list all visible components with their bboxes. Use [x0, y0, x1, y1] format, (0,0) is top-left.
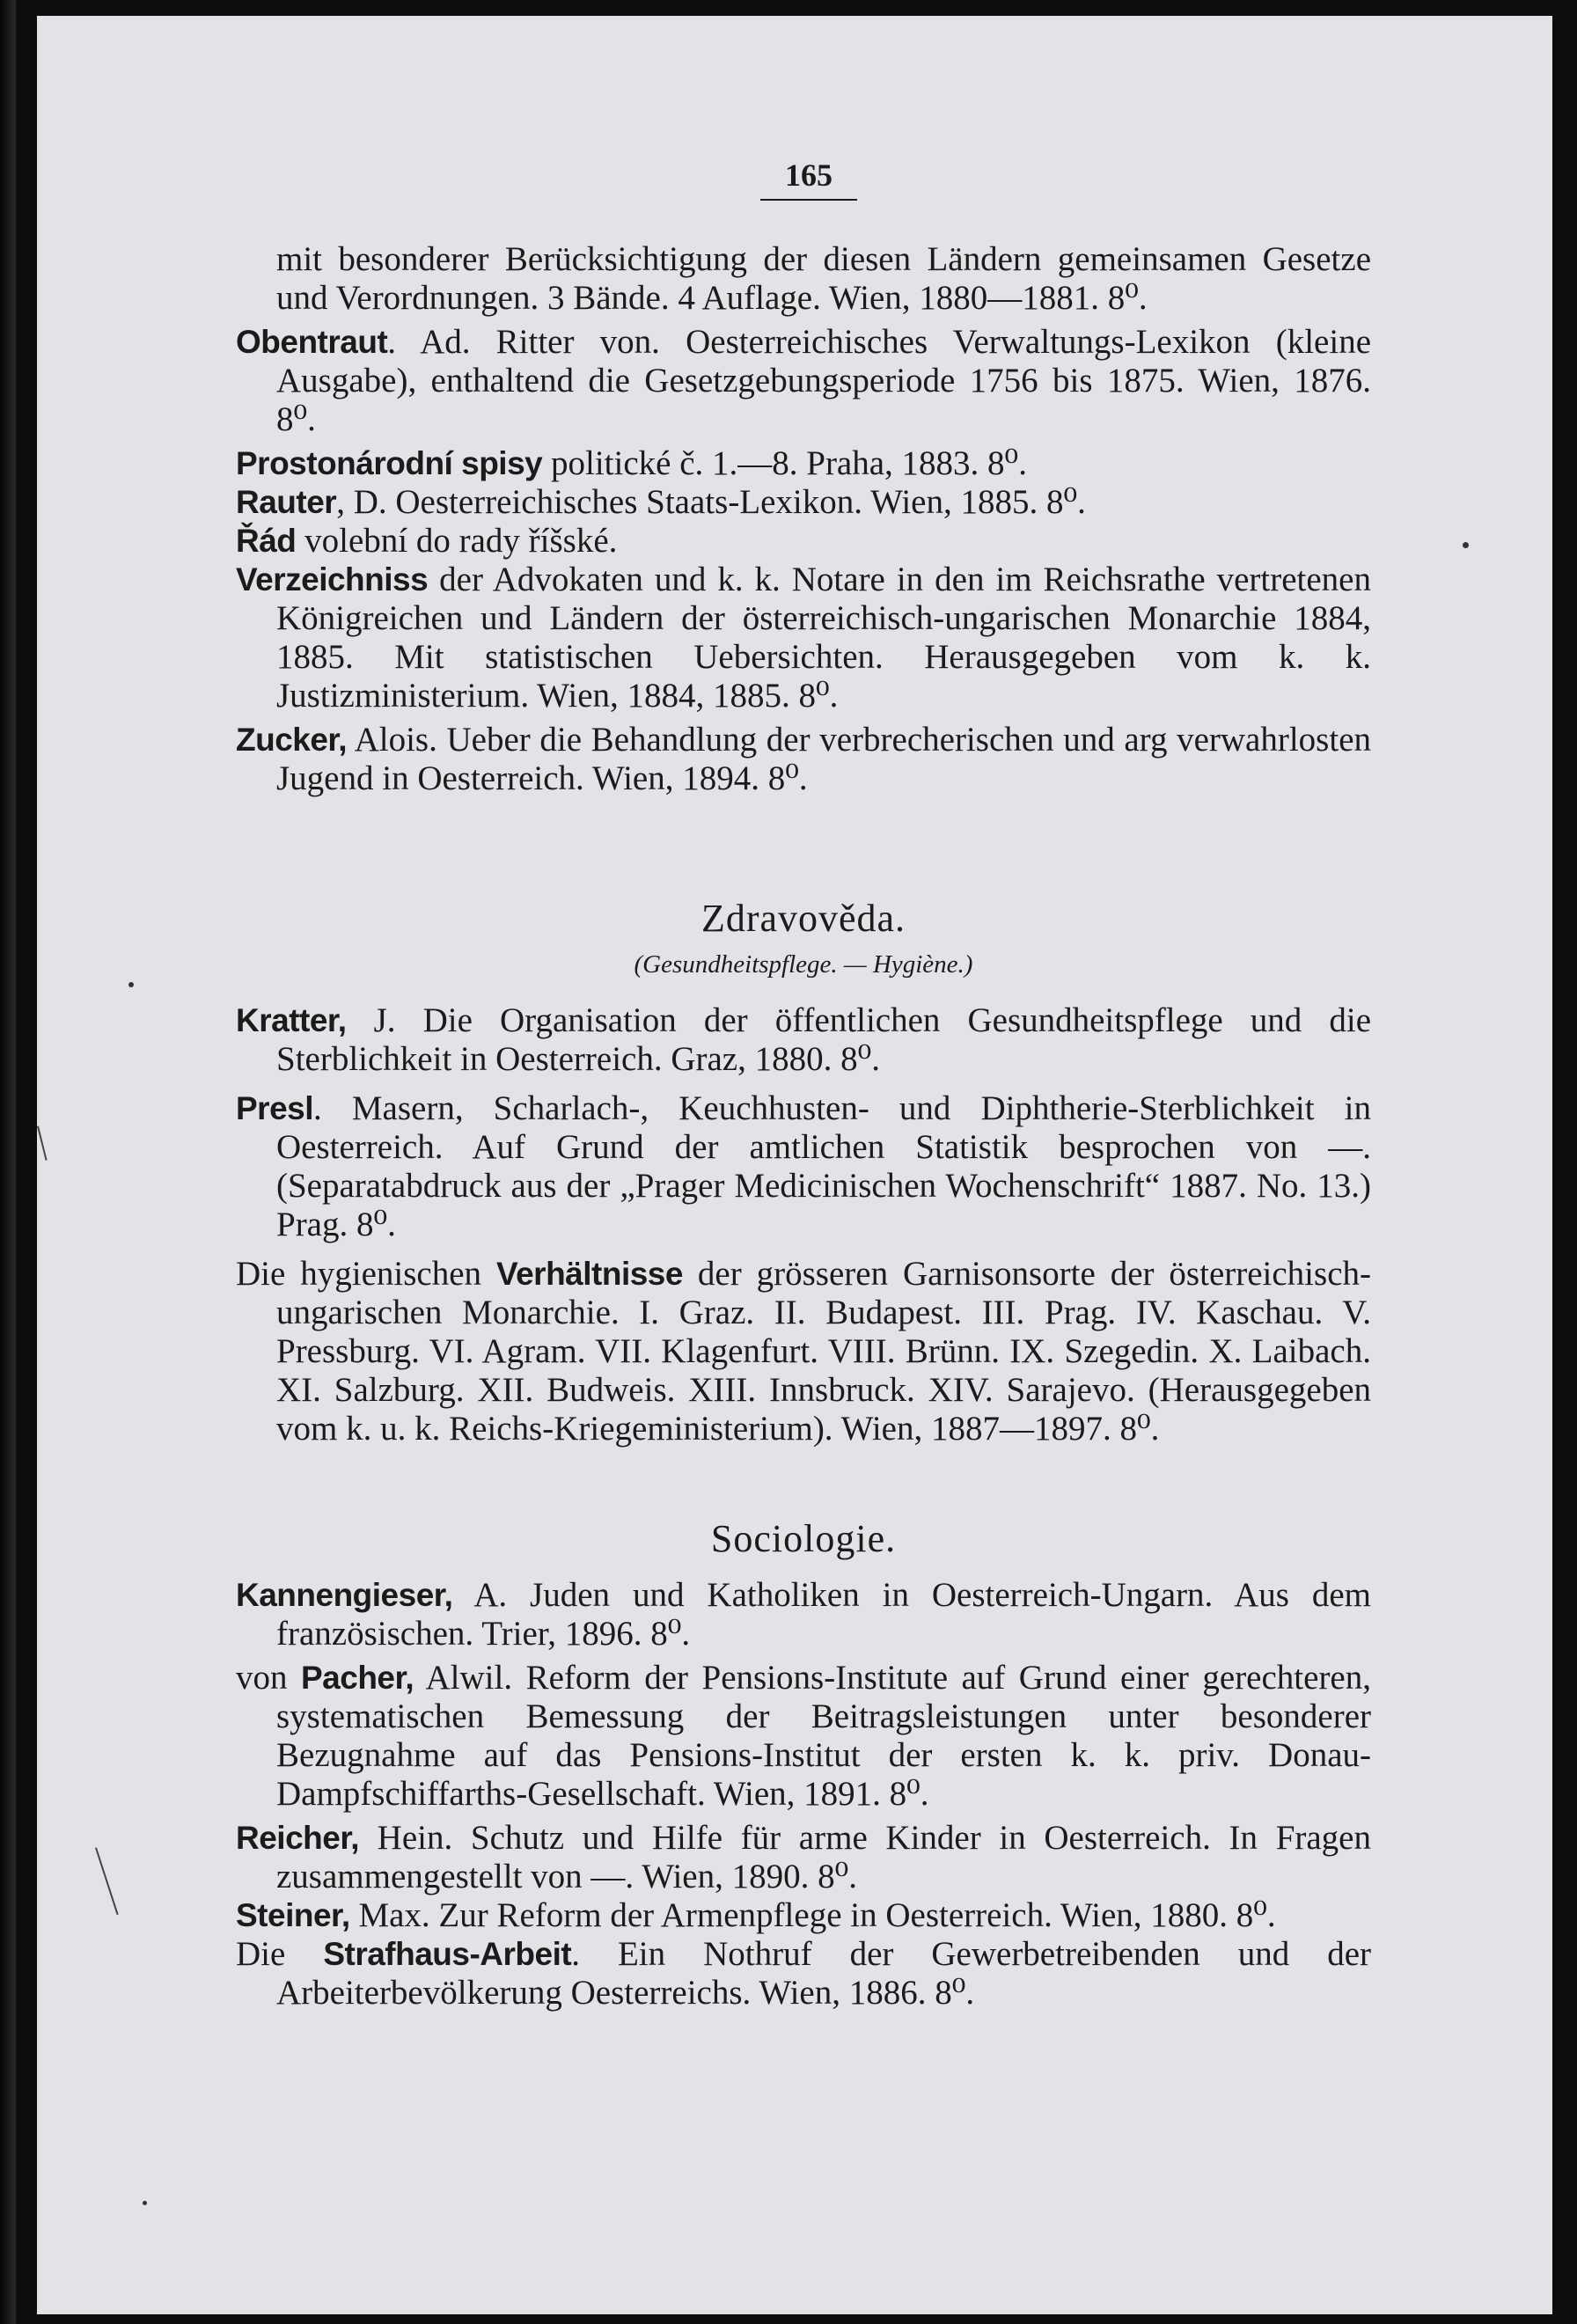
- entry-text: politické č. 1.—8. Praha, 1883. 8⁰.: [542, 444, 1027, 482]
- entry-author: Presl: [236, 1090, 314, 1126]
- scan-scratch: [37, 1126, 48, 1161]
- bib-entry: [236, 1896, 1371, 1935]
- scan-scratch: [95, 1847, 119, 1915]
- entry-text: , D. Oesterreichisches Staats-Lexikon. Wien, 1885. 8⁰.: [336, 483, 1086, 521]
- entry-prefix: von: [236, 1659, 301, 1697]
- bib-entry: [236, 1819, 1371, 1896]
- bib-entry: [236, 323, 1371, 439]
- entry-text: volební do rady říšské.: [296, 522, 618, 560]
- bib-entry: [236, 1659, 1371, 1814]
- entry-prefix: Die: [236, 1935, 324, 1973]
- section-heading-zdravoveda: Zdravověda.: [700, 897, 906, 940]
- entry-text: Max. Zur Reform der Armenpflege in Oesterreich. Wien, 1880. 8⁰.: [349, 1896, 1276, 1934]
- entry-prefix: Die hygienischen: [236, 1255, 496, 1293]
- bib-entry: [236, 1089, 1371, 1244]
- bib-entry: [236, 1935, 1371, 2012]
- entry-text: Alwil. Reform der Pensions-Institute auf Grund einer gerechteren, systematischen Bemessung der Beitragsleistungen unter besonderer Bezugnahme auf das Pensions-Institut der ersten k. k. priv. Donau-Dampfschiffarths-Gesellschaft. Wien, 1891. 8⁰.: [276, 1659, 1371, 1813]
- page-number: 165: [760, 157, 857, 201]
- bib-entry: [236, 1255, 1371, 1448]
- entry-text: Alois. Ueber die Behandlung der verbrecherischen und arg verwahrlosten Jugend in Oesterreich. Wien, 1894. 8⁰.: [276, 721, 1371, 797]
- bib-entry: [236, 561, 1371, 715]
- entry-text: . Ad. Ritter von. Oesterreichisches Verwaltungs-Lexikon (kleine Ausgabe), enthaltend die Gesetzgebungsperiode 1756 bis 1875. Wien, 1876. 8⁰.: [276, 323, 1371, 438]
- section-entries-3: [236, 1576, 1371, 2012]
- entry-author: Strafhaus-Arbeit: [323, 1936, 572, 1972]
- entry-author: Rauter: [236, 484, 337, 520]
- page: [37, 16, 1552, 2314]
- entry-text: . Ein Nothruf der Gewerbetreibenden und der Arbeiterbevölkerung Oesterreichs. Wien, 1886. 8⁰.: [276, 1935, 1372, 2012]
- entry-text: J. Die Organisation der öffentlichen Gesundheitspflege und die Sterblichkeit in Oesterreich. Graz, 1880. 8⁰.: [276, 1001, 1371, 1078]
- entry-author: Prostonárodní spisy: [236, 445, 543, 481]
- bib-entry: [236, 1001, 1371, 1079]
- section-subheading: (Gesundheitspflege. — Hygiène.): [634, 950, 973, 979]
- entry-author: Kannengieser,: [236, 1577, 453, 1613]
- entry-text: Hein. Schutz und Hilfe für arme Kinder in Oesterreich. In Fragen zusammengestellt von —. Wien, 1890. 8⁰.: [276, 1819, 1371, 1895]
- bib-entry: [236, 721, 1371, 798]
- scan-speck: [1463, 542, 1469, 548]
- scan-speck: [128, 982, 134, 987]
- entry-author: Zucker,: [236, 722, 348, 758]
- section-entries-1: [236, 240, 1371, 798]
- book-spine-edge: [0, 0, 16, 2324]
- entry-author: Steiner,: [236, 1897, 350, 1933]
- section-entries-2: [236, 1001, 1371, 1448]
- bib-entry: [236, 444, 1371, 483]
- bib-entry: [236, 522, 1371, 561]
- entry-author: Pacher,: [301, 1660, 414, 1696]
- bib-entry: [236, 240, 1371, 318]
- entry-text: . Masern, Scharlach-, Keuchhusten- und Diphtherie-Sterblichkeit in Oesterreich. Auf Grund der amtlichen Statistik besprochen von —. (Separatabdruck aus der „Prager Medicinischen Wochenschrift“ 1887. No. 13.) Prag. 8⁰.: [276, 1089, 1371, 1243]
- bib-entry: [236, 1576, 1371, 1653]
- entry-author: Reicher,: [236, 1820, 359, 1856]
- entry-text: mit besonderer Berücksichtigung der diesen Ländern gemeinsamen Gesetze und Verordnungen. 3 Bände. 4 Auflage. Wien, 1880—1881. 8⁰.: [276, 240, 1371, 317]
- scan-speck: [143, 2201, 147, 2205]
- entry-author: Kratter,: [236, 1002, 347, 1038]
- entry-author: Řád: [236, 523, 297, 559]
- section-heading-sociologie: Sociologie.: [710, 1517, 897, 1560]
- entry-text: der grösseren Garnisonsorte der österreichisch-ungarischen Monarchie. I. Graz. II. Budapest. III. Prag. IV. Kaschau. V. Pressburg. VI. Agram. VII. Klagenfurt. VIII. Brünn. IX. Szegedin. X. Laibach. XI. Salzburg. XII. Budweis. XIII. Innsbruck. XIV. Sarajevo. (Herausgegeben vom k. u. k. Reichs-Kriegeministerium). Wien, 1887—1897. 8⁰.: [276, 1255, 1371, 1448]
- bib-entry: [236, 483, 1371, 522]
- entry-text: der Advokaten und k. k. Notare in den im Reichsrathe vertretenen Königreichen und Ländern der österreichisch-ungarischen Monarchie 1884, 1885. Mit statistischen Uebersichten. Herausgegeben vom k. k. Justizministerium. Wien, 1884, 1885. 8⁰.: [276, 561, 1371, 715]
- entry-author: Obentraut: [236, 324, 388, 360]
- entry-author: Verzeichniss: [236, 561, 429, 597]
- entry-author: Verhältnisse: [495, 1256, 683, 1292]
- entry-text: A. Juden und Katholiken in Oesterreich-Ungarn. Aus dem französischen. Trier, 1896. 8⁰.: [276, 1576, 1371, 1653]
